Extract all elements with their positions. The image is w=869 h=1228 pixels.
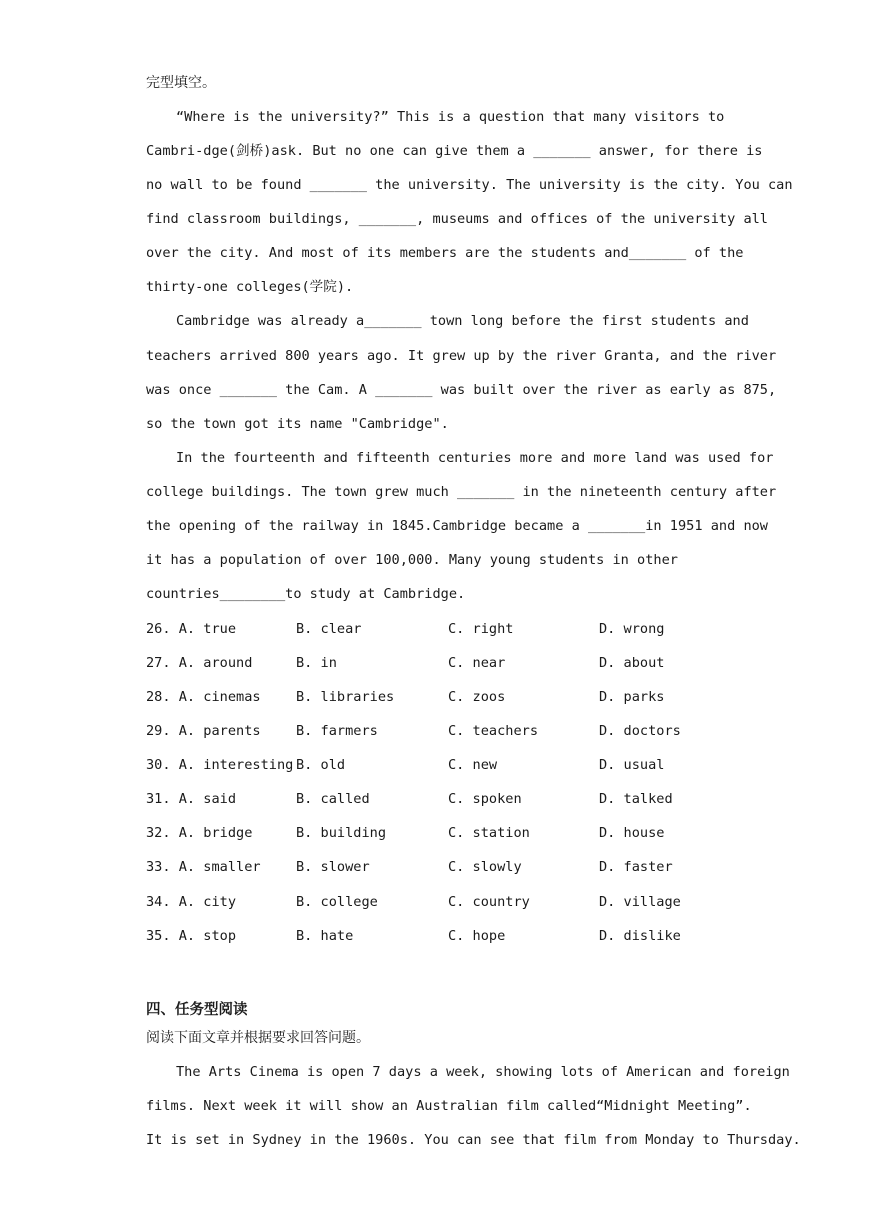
passage-line: teachers arrived 800 years ago. It grew up by the river Granta, and the river	[146, 348, 777, 364]
option-a: 34. A. city	[146, 894, 237, 910]
passage-line: “Where is the university?” This is a question that many visitors to	[176, 109, 725, 125]
option-d: D. village	[599, 894, 681, 910]
option-a: 28. A. cinemas	[146, 689, 261, 705]
option-b: B. old	[296, 757, 346, 773]
option-a: 33. A. smaller	[146, 859, 261, 875]
passage-line: was once _______ the Cam. A _______ was built over the river as early as 875,	[146, 382, 777, 398]
option-a: 35. A. stop	[146, 928, 237, 944]
option-d: D. about	[599, 655, 665, 671]
option-b: B. college	[296, 894, 378, 910]
option-d: D. doctors	[599, 723, 681, 739]
question-row	[146, 721, 681, 741]
passage-line: Cambridge was already a_______ town long before the first students and	[176, 313, 749, 329]
passage-line: Cambri-dge(剑桥)ask. But no one can give them a _______ answer, for there is	[146, 143, 763, 159]
section-title: 完型填空。	[146, 75, 216, 91]
option-c: C. hope	[448, 928, 506, 944]
option-d: D. talked	[599, 791, 673, 807]
section-heading: 四、任务型阅读	[146, 1002, 248, 1018]
question-row	[146, 653, 665, 673]
option-b: B. libraries	[296, 689, 395, 705]
question-row	[146, 789, 673, 809]
option-c: C. teachers	[448, 723, 539, 739]
option-a: 31. A. said	[146, 791, 237, 807]
option-c: C. station	[448, 825, 530, 841]
section-instruction: 阅读下面文章并根据要求回答问题。	[146, 1030, 370, 1046]
option-d: D. faster	[599, 859, 673, 875]
question-row	[146, 687, 665, 707]
option-b: B. building	[296, 825, 387, 841]
passage-line: countries________to study at Cambridge.	[146, 586, 466, 602]
passage-line: over the city. And most of its members are the students and_______ of the	[146, 245, 744, 261]
option-a: 32. A. bridge	[146, 825, 253, 841]
question-row	[146, 857, 673, 877]
passage-line: college buildings. The town grew much _______ in the nineteenth century after	[146, 484, 777, 500]
passage-line: In the fourteenth and fifteenth centuries more and more land was used for	[176, 450, 774, 466]
option-c: C. spoken	[448, 791, 522, 807]
option-b: B. called	[296, 791, 370, 807]
option-c: C. slowly	[448, 859, 522, 875]
question-row	[146, 619, 665, 639]
option-c: C. right	[448, 621, 514, 637]
option-a: 30. A. interesting	[146, 757, 294, 773]
option-d: D. wrong	[599, 621, 665, 637]
option-b: B. clear	[296, 621, 362, 637]
option-a: 26. A. true	[146, 621, 237, 637]
option-b: B. slower	[296, 859, 370, 875]
passage-line: the opening of the railway in 1845.Cambridge became a _______in 1951 and now	[146, 518, 768, 534]
option-d: D. dislike	[599, 928, 681, 944]
question-row	[146, 892, 681, 912]
option-b: B. farmers	[296, 723, 378, 739]
passage-line: The Arts Cinema is open 7 days a week, showing lots of American and foreign	[176, 1064, 790, 1080]
passage-line: films. Next week it will show an Australian film called“Midnight Meeting”.	[146, 1098, 752, 1114]
option-c: C. zoos	[448, 689, 506, 705]
option-a: 27. A. around	[146, 655, 253, 671]
question-row	[146, 755, 665, 775]
option-d: D. parks	[599, 689, 665, 705]
passage-line: no wall to be found _______ the university. The university is the city. You can	[146, 177, 793, 193]
passage-line: it has a population of over 100,000. Many young students in other	[146, 552, 678, 568]
option-a: 29. A. parents	[146, 723, 261, 739]
option-c: C. country	[448, 894, 530, 910]
option-d: D. house	[599, 825, 665, 841]
question-row	[146, 823, 665, 843]
option-c: C. near	[448, 655, 506, 671]
option-b: B. hate	[296, 928, 354, 944]
passage-line: so the town got its name "Cambridge".	[146, 416, 449, 432]
passage-line: find classroom buildings, _______, museums and offices of the university all	[146, 211, 768, 227]
passage-line: thirty-one colleges(学院).	[146, 279, 354, 295]
option-d: D. usual	[599, 757, 665, 773]
option-b: B. in	[296, 655, 337, 671]
passage-line: It is set in Sydney in the 1960s. You can see that film from Monday to Thursday.	[146, 1132, 801, 1148]
question-row	[146, 926, 681, 946]
option-c: C. new	[448, 757, 498, 773]
